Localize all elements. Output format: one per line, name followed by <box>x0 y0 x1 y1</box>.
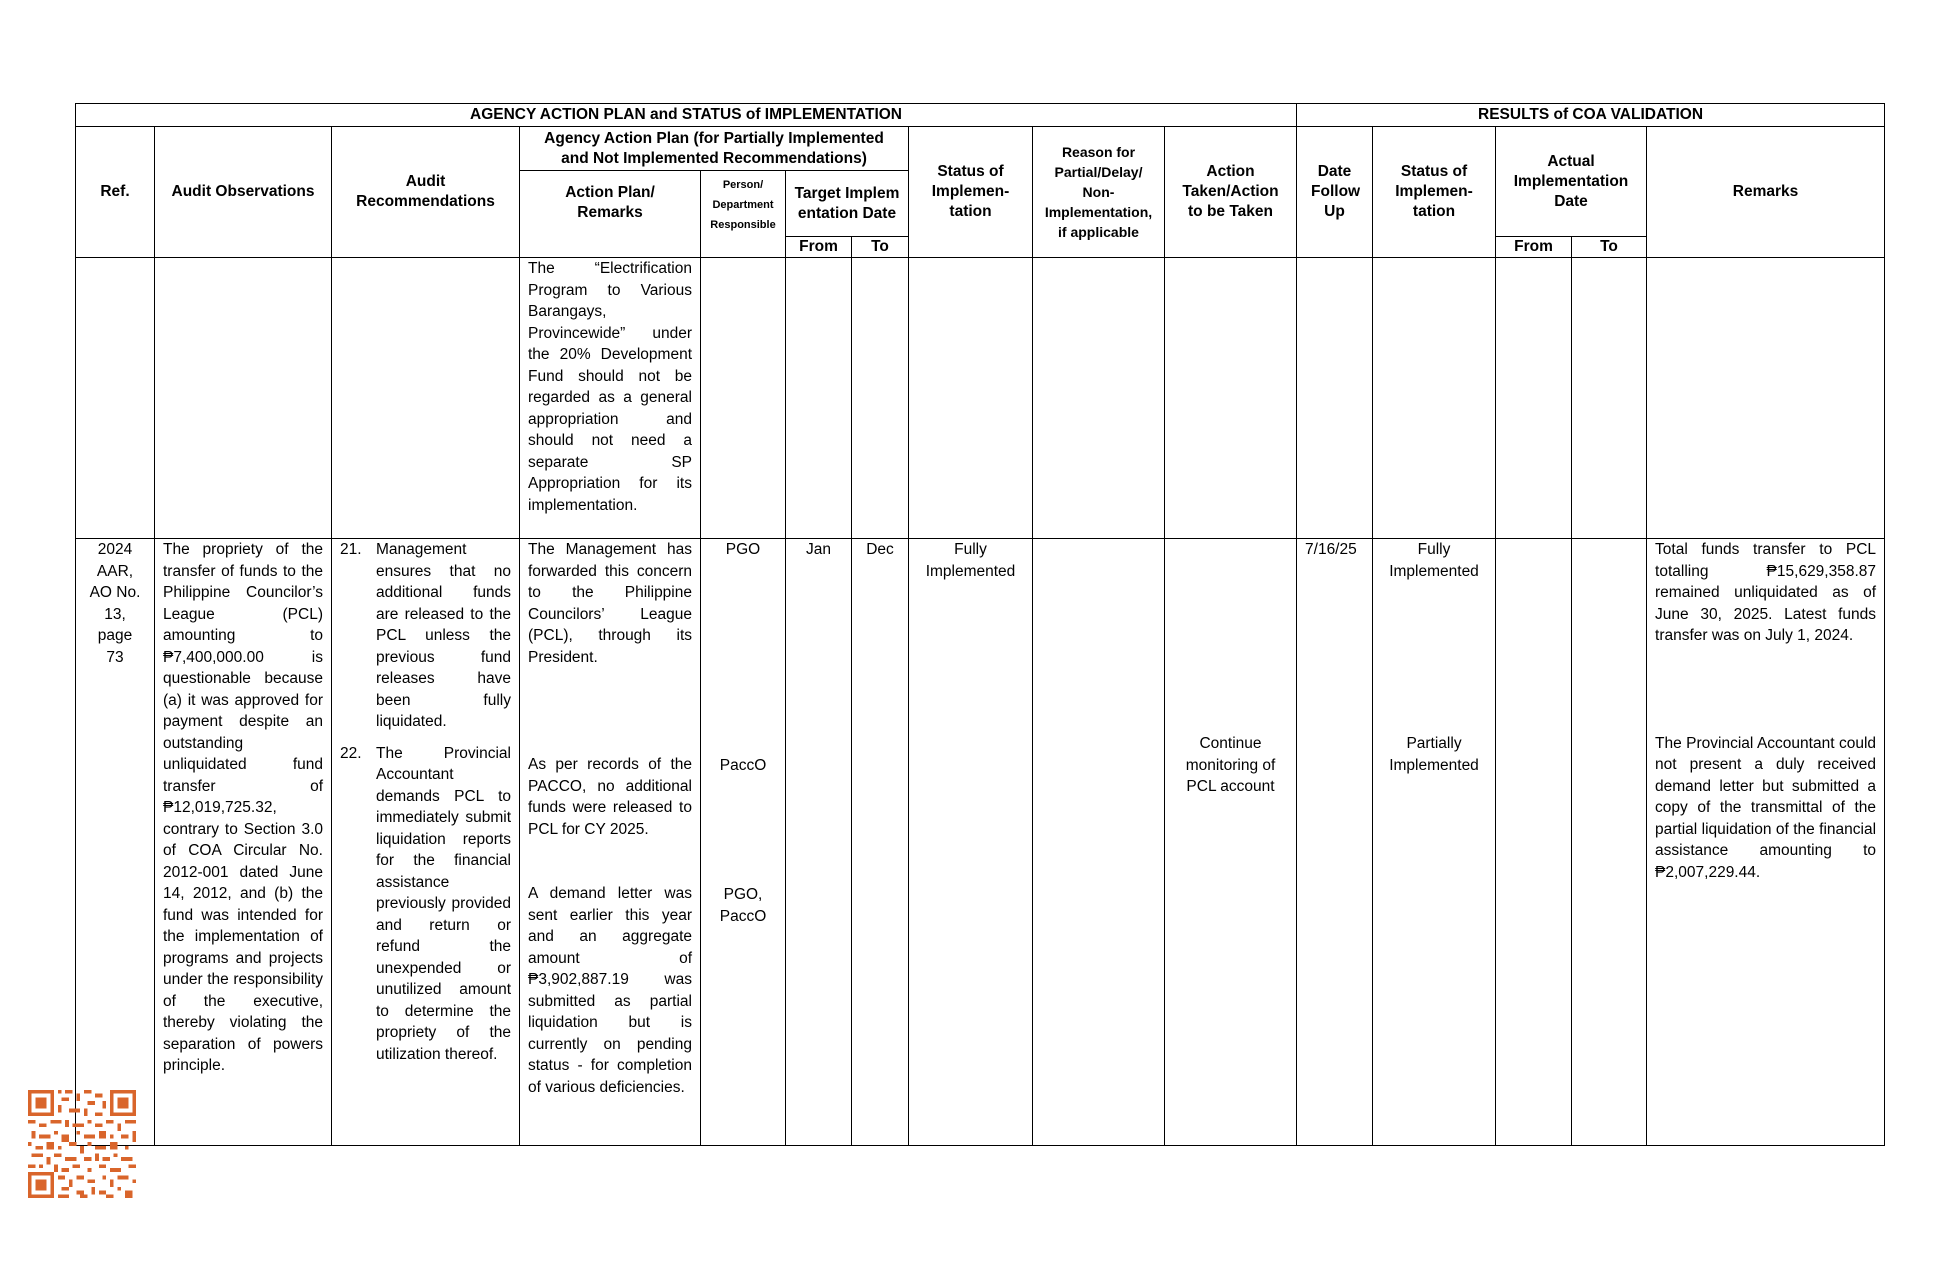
reason-header <box>1033 127 1165 258</box>
action-taken-header <box>1165 127 1297 258</box>
observation-text: The propriety of the transfer of funds to the Philippine Councilor’s League (PCL) amounting to ₱7,400,000.00 is questionable because (a) it was approved for payment despite an outstanding unliquidated fund transfer of ₱12,019,725.32, contrary to Section 3.0 of COA Circular No. 2012-001 dated June 14, 2012, and (b) the fund was intended for the implementation of programs and projects under the responsibility of the executive, thereby violating the separation of powers principle. <box>163 541 323 1074</box>
recommendation-22 <box>332 743 519 1066</box>
action-plan-group-header <box>520 127 909 171</box>
recommendation-21-text: Management ensures that no additional funds are released to the PCL unless the previous fund releases have been fully liquidated. <box>376 541 511 730</box>
action-taken-text: Continue monitoring of PCL account <box>1185 735 1276 795</box>
ref-cell <box>76 258 155 539</box>
target-from-cell <box>786 258 852 539</box>
target-to-cell <box>852 258 909 539</box>
recommendation-21 <box>332 539 519 733</box>
actual-to-header: To <box>1572 237 1647 258</box>
remarks-cell <box>1647 539 1885 1146</box>
action-plan-remarks-label: Action Plan/ Remarks <box>565 184 655 221</box>
action-plan-b: As per records of the PACCO, no additional funds were released to PCL for CY 2025. <box>528 756 692 838</box>
table-row <box>76 539 1885 1146</box>
target-from-header: From <box>786 237 852 258</box>
actual-from-header: From <box>1496 237 1572 258</box>
recommendation-22-number: 22. <box>340 744 362 762</box>
person-cell <box>701 539 786 1146</box>
action-plan-group-label: Agency Action Plan (for Partially Implemented and Not Implemented Recommendations) <box>544 129 884 167</box>
target-to-header: To <box>852 237 909 258</box>
action-plan-table <box>75 103 1885 1146</box>
follow-up-text: 7/16/25 <box>1305 541 1357 558</box>
person-b: PaccO <box>719 756 767 774</box>
person-c: PGO, PaccO <box>719 886 767 925</box>
remarks-header: Remarks <box>1647 127 1885 258</box>
follow-up-cell <box>1297 258 1373 539</box>
coa-status-impl-label: Status of Implemen-tation <box>1395 163 1473 220</box>
person-responsible-header <box>701 171 786 258</box>
action-plan-c: A demand letter was sent earlier this year and an aggregate amount of ₱3,902,887.19 was submitted as partial liquidation but is currently on pending status - for completion of various deficiencies. <box>528 885 692 1096</box>
recommendation-cell <box>332 258 520 539</box>
target-from-cell <box>786 539 852 1146</box>
coa-status-b: Partially Implemented <box>1389 735 1479 774</box>
reason-cell <box>1033 539 1165 1146</box>
status-impl-header <box>909 127 1033 258</box>
agency-title-header: AGENCY ACTION PLAN and STATUS of IMPLEMENTATION <box>76 104 1297 127</box>
audit-observations-header: Audit Observations <box>155 127 332 258</box>
qr-code-icon <box>28 1090 136 1198</box>
actual-from-cell <box>1496 539 1572 1146</box>
status-impl-label: Status of Implemen-tation <box>931 163 1010 220</box>
audit-recommendations-label: Audit Recommendations <box>356 173 495 210</box>
date-follow-up-header <box>1297 127 1373 258</box>
target-from-text: Jan <box>806 541 831 558</box>
coa-status-cell <box>1373 539 1496 1146</box>
remarks-b: The Provincial Accountant could not present a duly received demand letter but submitted a copy of the transmittal of the partial liquidation of the financial assistance amounting to ₱2,007,229.44. <box>1655 734 1877 881</box>
table-row <box>76 258 1885 539</box>
reason-label: Reason for Partial/Delay/ Non-Implementation, if applicable <box>1044 144 1153 240</box>
follow-up-cell <box>1297 539 1373 1146</box>
observation-cell <box>155 258 332 539</box>
target-date-label: Target Implementation Date <box>794 184 900 222</box>
observation-cell <box>155 539 332 1146</box>
recommendation-cell <box>332 539 520 1146</box>
ref-cell <box>76 539 155 1146</box>
status-cell <box>909 258 1033 539</box>
date-follow-up-label: Date Follow Up <box>1311 163 1361 220</box>
coa-title-header: RESULTS of COA VALIDATION <box>1297 104 1885 127</box>
remarks-cell <box>1647 258 1885 539</box>
remarks-a: Total funds transfer to PCL totalling ₱15,629,358.87 remained unliquidated as of June 30, 2025. Latest funds transfer was on July 1, 2024. <box>1655 541 1877 644</box>
person-responsible-label: Person/ Department Responsible <box>710 179 776 231</box>
action-taken-cell <box>1165 539 1297 1146</box>
coa-status-a: Fully Implemented <box>1389 541 1479 580</box>
action-plan-cell <box>520 539 701 1146</box>
reason-cell <box>1033 258 1165 539</box>
actual-to-cell <box>1572 258 1647 539</box>
target-to-text: Dec <box>866 541 894 558</box>
recommendation-22-text: The Provincial Accountant demands PCL to immediately submit liquidation reports for the financial assistance previously provided and return or refund the unexpended or unutilized amount to determine the propriety of the utilization thereof. <box>376 744 511 1063</box>
recommendation-21-number: 21. <box>340 541 362 558</box>
actual-date-label: Actual Implementation Date <box>1513 152 1629 210</box>
audit-recommendations-header <box>332 127 520 258</box>
action-taken-label: Action Taken/Action to be Taken <box>1182 163 1279 220</box>
actual-to-cell <box>1572 539 1647 1146</box>
target-date-header <box>786 171 909 237</box>
action-plan-text: The “Electrification Program to Various Barangays, Provincewide” under the 20% Development Fund should not be regarded as a general appropriation and should not need a separate SP Appropriation for its implementation. <box>528 260 692 514</box>
coa-status-cell <box>1373 258 1496 539</box>
action-plan-remarks-header <box>520 171 701 258</box>
actual-from-cell <box>1496 258 1572 539</box>
action-taken-cell <box>1165 258 1297 539</box>
person-a: PGO <box>725 541 761 558</box>
ref-text: 2024 AAR, AO No. 13, page 73 <box>89 541 141 666</box>
action-plan-a: The Management has forwarded this concern to the Philippine Councilors’ League (PCL), through its President. <box>528 541 692 666</box>
status-text: Fully Implemented <box>925 541 1016 580</box>
status-cell <box>909 539 1033 1146</box>
person-cell <box>701 258 786 539</box>
actual-date-header <box>1496 127 1647 237</box>
action-plan-cell <box>520 258 701 539</box>
ref-header: Ref. <box>76 127 155 258</box>
target-to-cell <box>852 539 909 1146</box>
coa-status-impl-header <box>1373 127 1496 258</box>
